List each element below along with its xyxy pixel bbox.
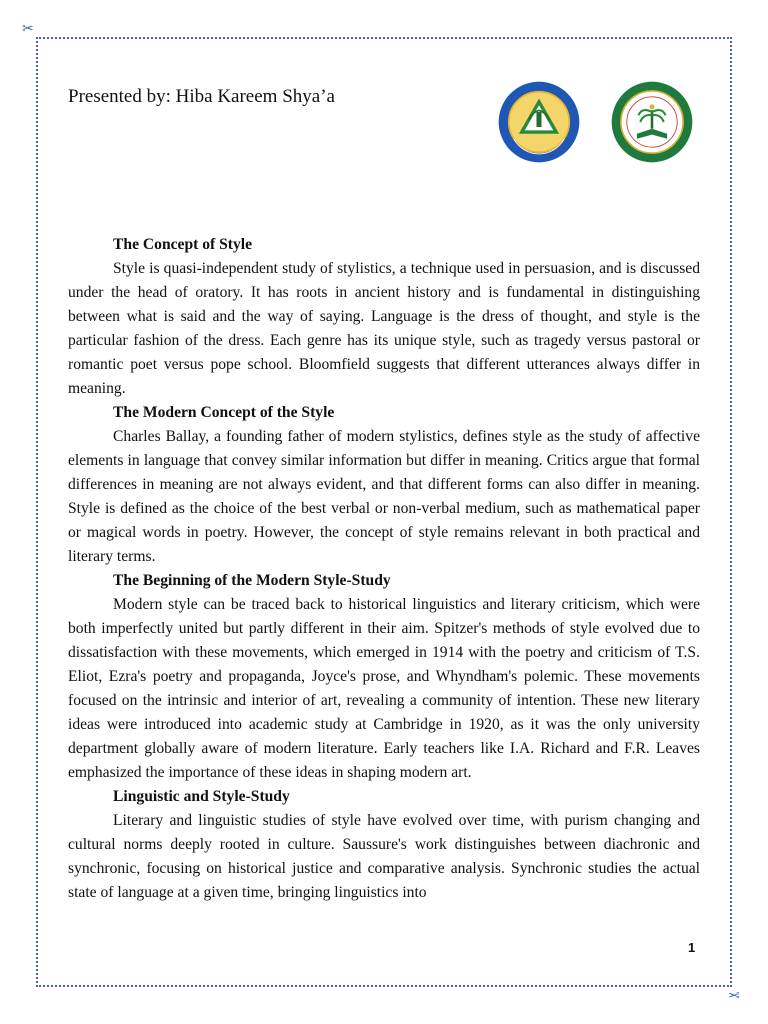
university-of-basrah-logo [497, 80, 581, 164]
section-heading: The Concept of Style [113, 236, 253, 253]
section-paragraph: Charles Ballay, a founding father of modern stylistics, defines style as the study of affective elements in language that convey similar information but differ in meaning. Critics argue that formal differences in meaning are not always evident, and that different forms can also differ in meaning. Style is defined as the choice of the best verbal or non-verbal medium, such as mathematical paper or magical words in poetry. However, the concept of style remains relevant in both practical and literary terms. [68, 428, 700, 565]
section-paragraph: Literary and linguistic studies of style have evolved over time, with purism changing and cultural norms deeply rooted in culture. Saussure's work distinguishes between diachronic and synchronic, focusing on historical justice and comparative analysis. Synchronic studies the actual state of language at a given time, bringing linguistics into [68, 812, 700, 901]
scissors-icon: ✂ [728, 986, 740, 1002]
section-paragraph: Modern style can be traced back to historical linguistics and literary criticism, which were both imperfectly united but partly different in their aim. Spitzer's methods of style evolved due to dissatisfaction with these movements, which emerged in 1914 with the poetry and criticism of T.S. Eliot, Ezra's poetry and propaganda, Joyce's prose, and Whyndham's polemic. These movements focused on the intrinsic and interior of art, revealing a community of intention. These new literary ideas were introduced into academic study at Cambridge in 1920, as it was the only university department globally aware of modern literature. Early teachers like I.A. Richard and F.R. Leaves emphasized the importance of these ideas in shaping modern art. [68, 596, 700, 781]
section-paragraph: Style is quasi-independent study of stylistics, a technique used in persuasion, and is discussed under the head of oratory. It has roots in ancient history and is fundamental in distinguishing between what is said and the way of saying. Language is the dress of thought, and style is the particular fashion of the dress. Each genre has its unique style, such as tragedy versus pastoral or romantic poet versus pope school. Bloomfield suggests that different utterances always differ in meaning. [68, 260, 700, 397]
section-heading: Linguistic and Style-Study [113, 788, 290, 805]
presenter-line: Presented by: Hiba Kareem Shya’a [68, 86, 335, 107]
page-number: 1 [688, 940, 696, 955]
college-of-education-logo [610, 80, 694, 164]
scissors-icon: ✂ [22, 21, 34, 37]
section-heading: The Beginning of the Modern Style-Study [113, 572, 391, 589]
section-heading: The Modern Concept of the Style [113, 404, 335, 421]
document-body [68, 233, 700, 905]
